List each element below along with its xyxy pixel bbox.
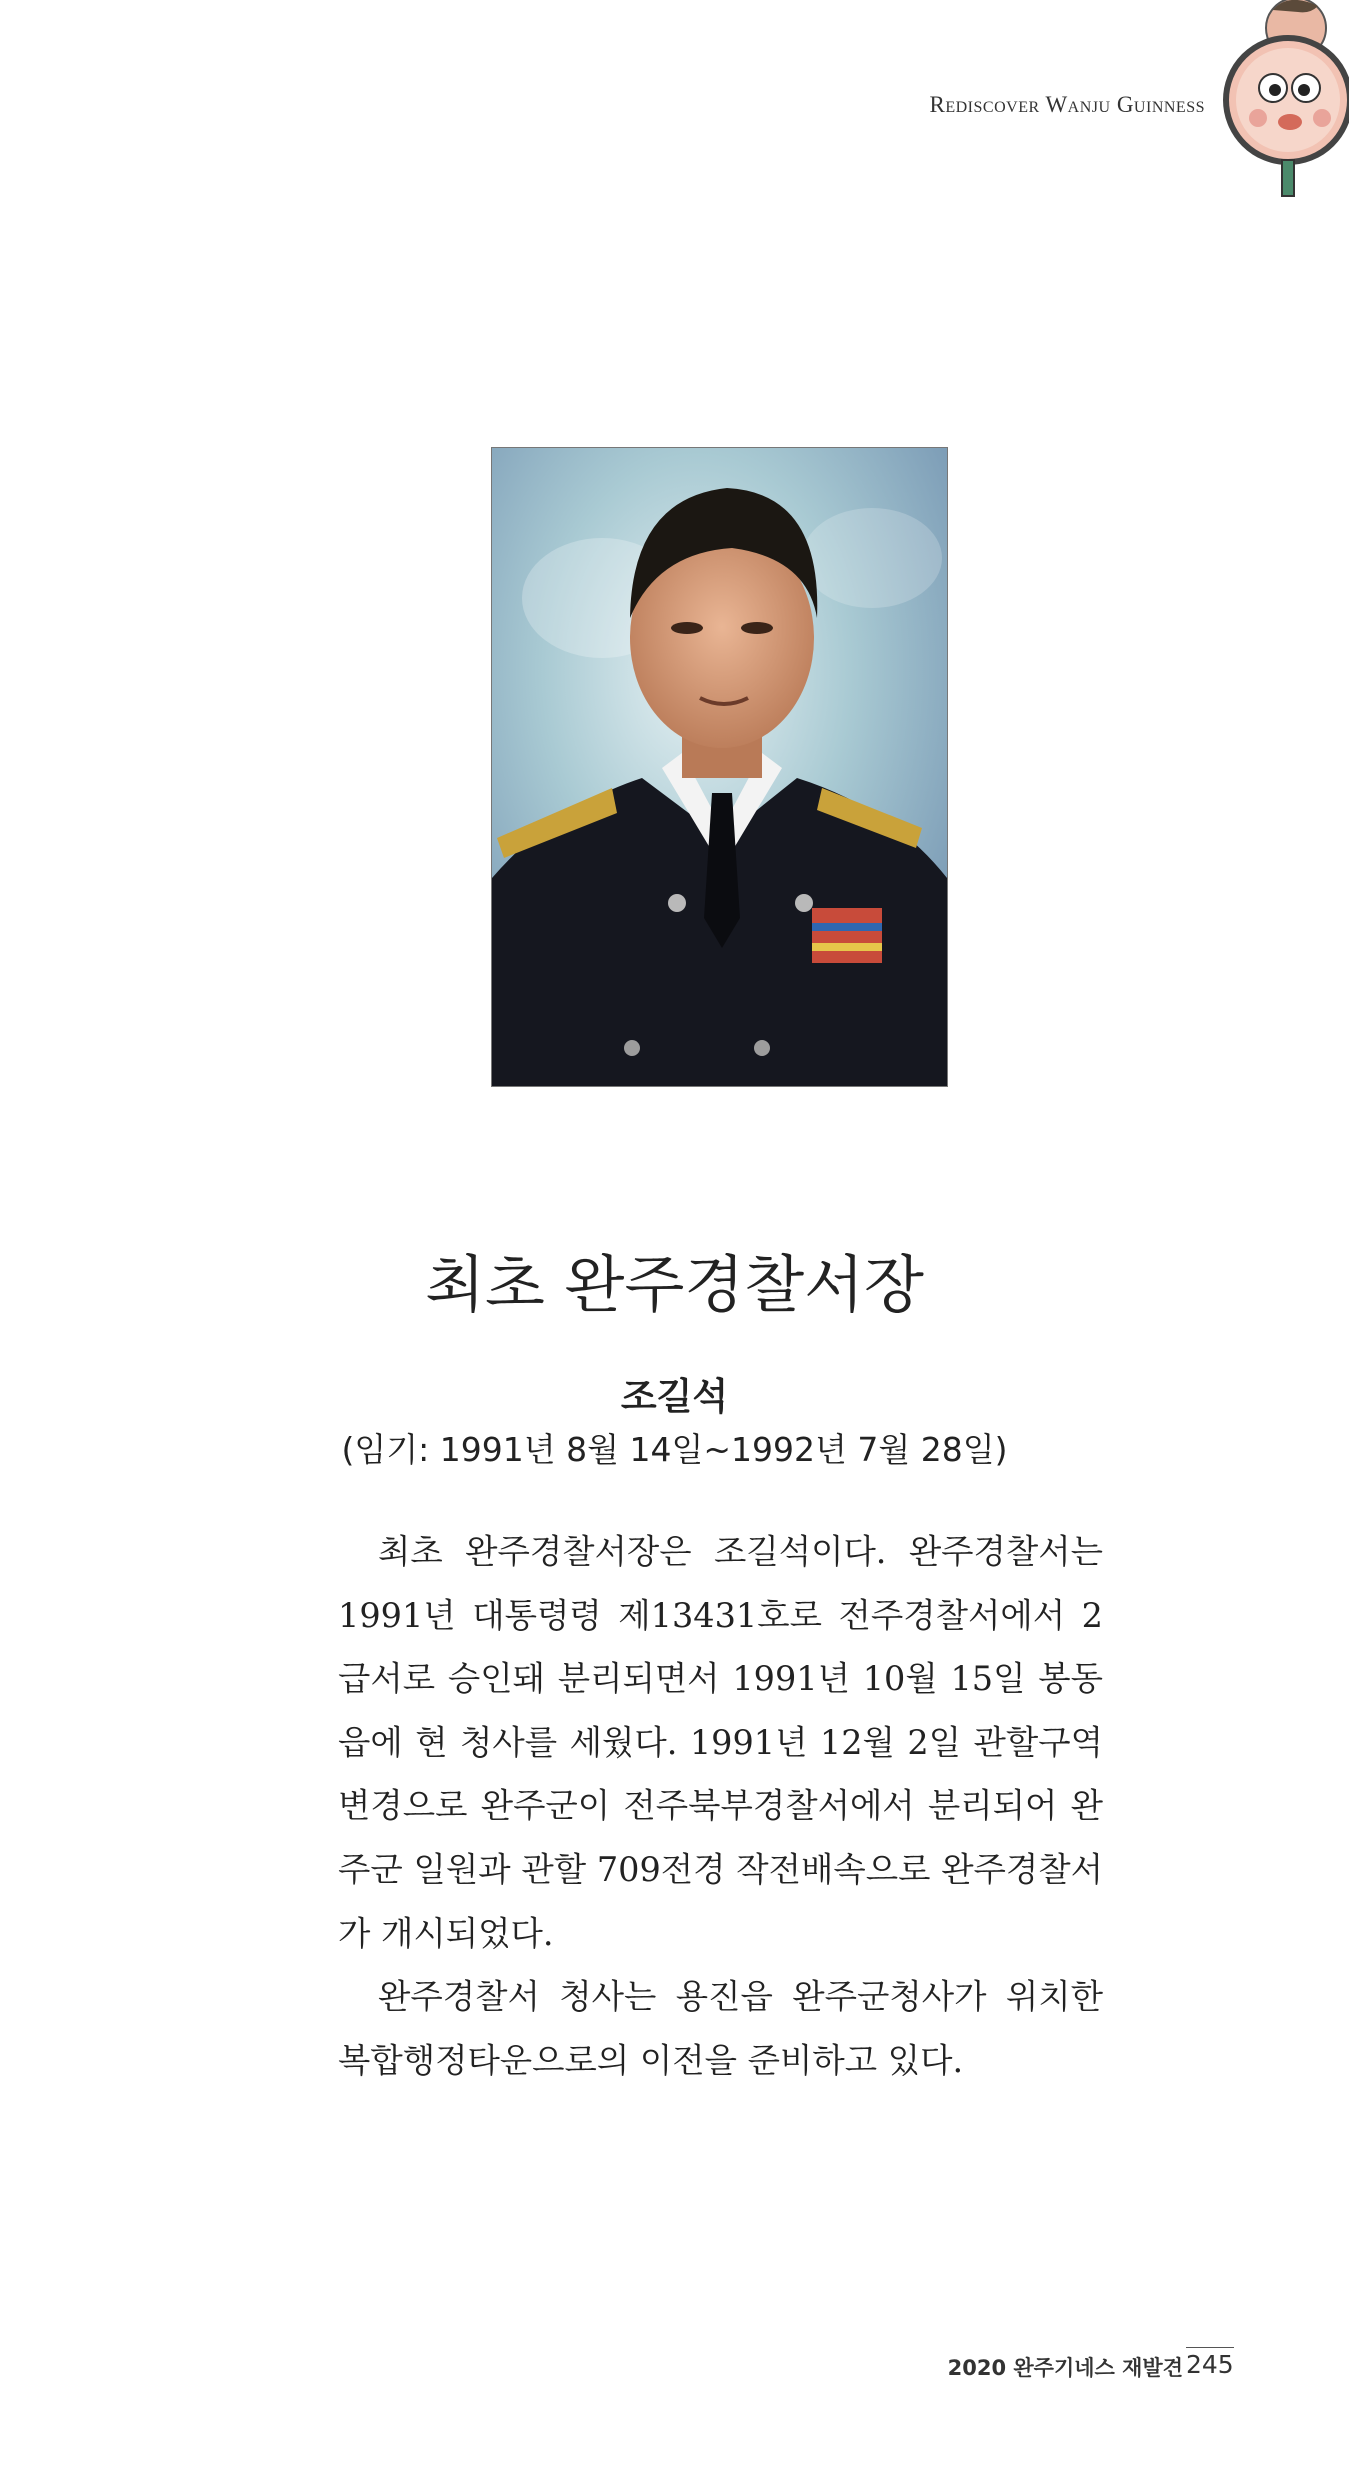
- officer-portrait-photo: [491, 447, 948, 1087]
- page-number: 245: [1186, 2347, 1234, 2379]
- person-name: 조길석: [620, 1375, 729, 1418]
- footer-book-title: 2020 완주기네스 재발견: [947, 2356, 1183, 2380]
- running-header: Rediscover Wanju Guinness: [929, 92, 1205, 117]
- article-title: 최초 완주경찰서장: [425, 1248, 924, 1321]
- body-paragraph: 완주경찰서 청사는 용진읍 완주군청사가 위치한 복합행정타운으로의 이전을 준비하고 있다.: [338, 1977, 1103, 2080]
- article-body: [338, 1520, 1103, 2092]
- tenure-dates: (임기: 1991년 8월 14일~1992년 7월 28일): [341, 1430, 1008, 1469]
- magnifying-glass-mascot-icon: [1218, 0, 1349, 198]
- body-paragraph: 최초 완주경찰서장은 조길석이다. 완주경찰서는 1991년 대통령령 제13431호로 전주경찰서에서 2급서로 승인돼 분리되면서 1991년 10월 15일 봉동읍에 현 청사를 세웠다. 1991년 12월 2일 관할구역 변경으로 완주군이 전주북부경찰서에서 분리되어 완주군 일원과 관할 709전경 작전배속으로 완주경찰서가 개시되었다.: [338, 1532, 1103, 1953]
